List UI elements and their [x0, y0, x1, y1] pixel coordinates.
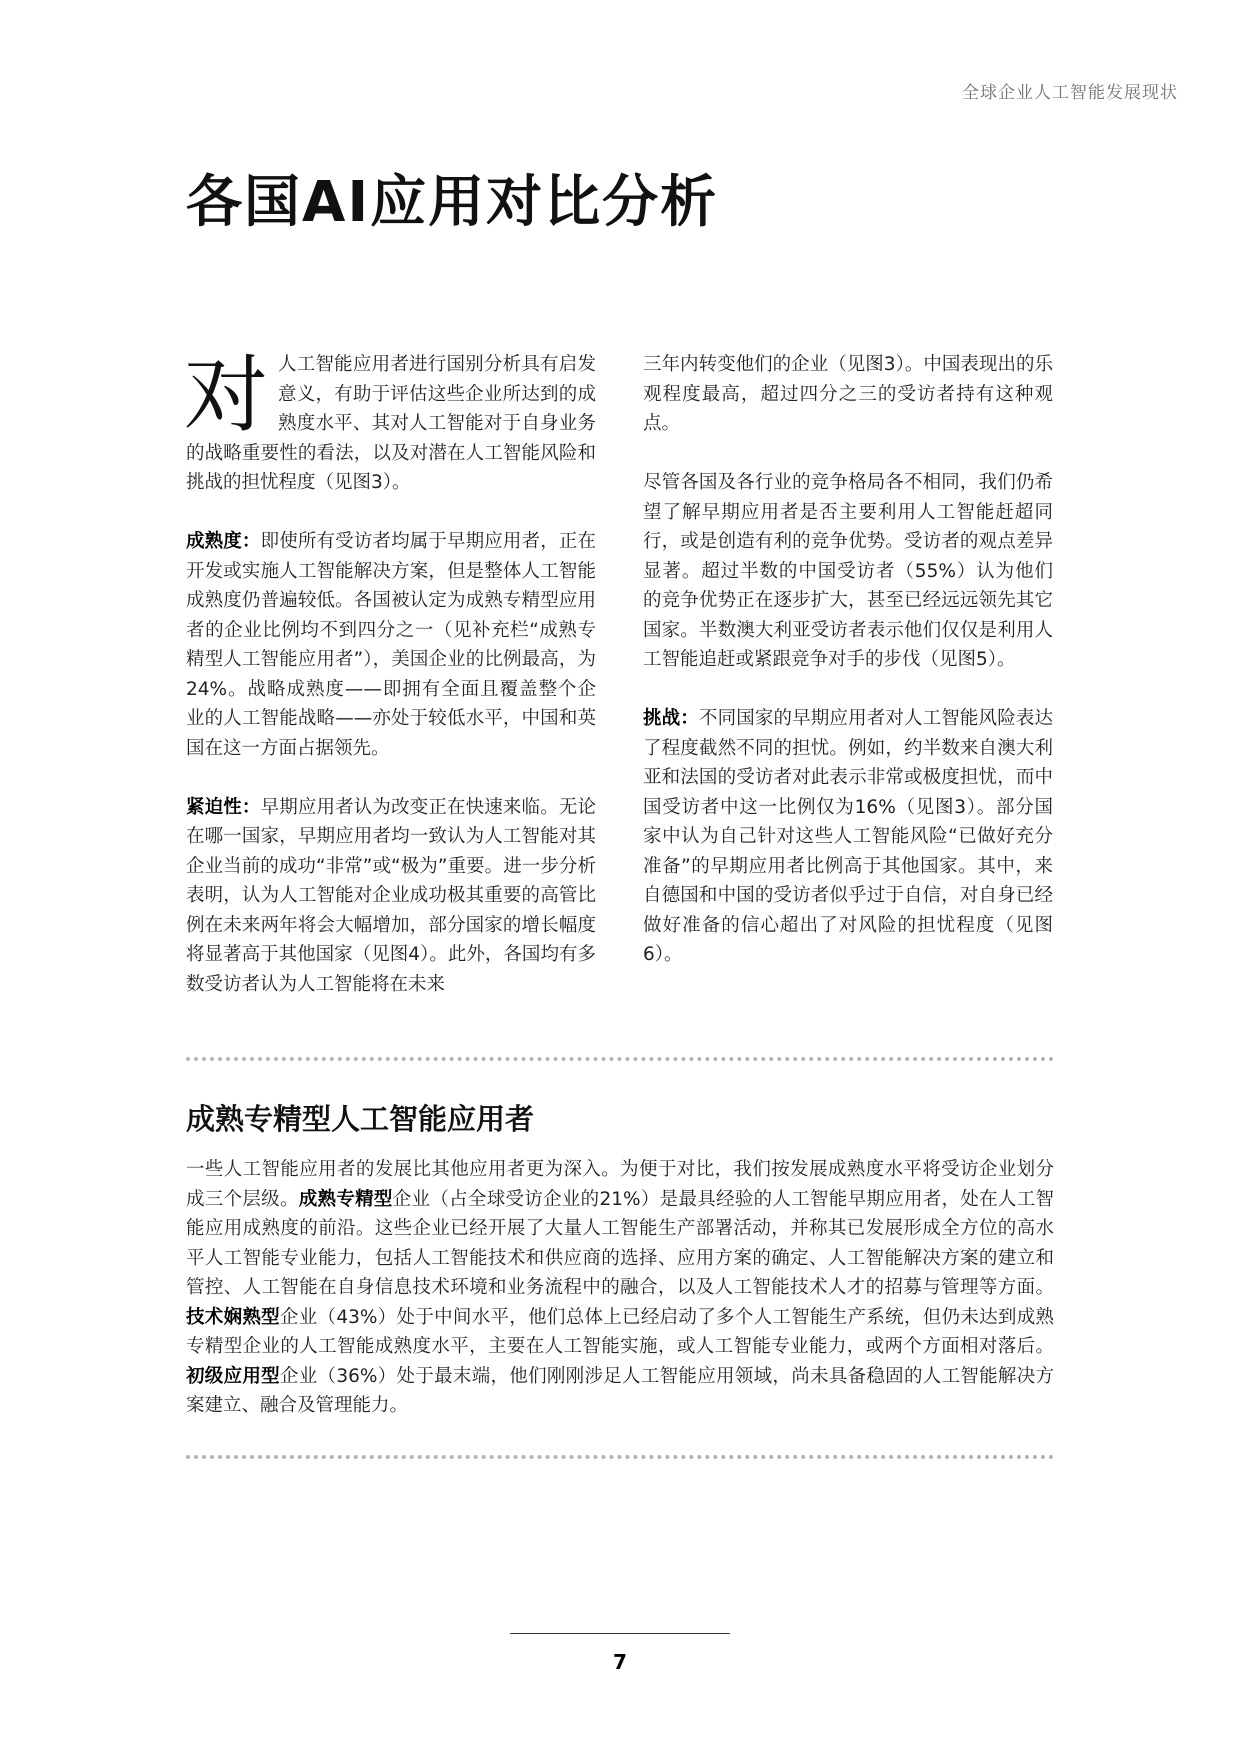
sidebar-text-4: 企业（36%）处于最末端，他们刚刚涉足人工智能应用领域，尚未具备稳固的人工智能解决方案建立、融合及管理能力。 [186, 1365, 1054, 1416]
urgency-label: 紧迫性： [186, 796, 261, 818]
left-column [184, 346, 596, 1029]
intro-text: 人工智能应用者进行国别分析具有启发意义，有助于评估这些企业所达到的成熟度水平、其对人工智能对于自身业务的战略重要性的看法，以及对潜在人工智能风险和挑战的担忧程度（见图3）。 [186, 354, 596, 493]
page-number: 7 [613, 1650, 627, 1674]
dotted-divider-top [186, 1057, 1054, 1061]
competition-paragraph: 尽管各国及各行业的竞争格局各不相同，我们仍希望了解早期应用者是否主要利用人工智能赶超同行，或是创造有利的竞争优势。受访者的观点差异显著。超过半数的中国受访者（55%）认为他们的竞争优势正在逐步扩大，甚至已经远远领先其它国家。半数澳大利亚受访者表示他们仅仅是利用人工智能追赶或紧跟竞争对手的步伐（见图5）。 [643, 472, 1053, 670]
maturity-paragraph [186, 527, 596, 763]
sidebar-term-beginner: 初级应用型 [186, 1365, 280, 1387]
sidebar-body [186, 1155, 1054, 1421]
right-column [643, 350, 1053, 999]
urgency-paragraph [186, 793, 596, 1000]
sidebar-text-1: 一些人工智能应用者的发展比其他应用者更为深入。为便于对比，我们按发展成熟度水平将受访企业划分成三个层级。 [186, 1159, 1054, 1210]
running-header: 全球企业人工智能发展现状 [962, 83, 1178, 103]
sidebar-text-3: 企业（43%）处于中间水平，他们总体上已经启动了多个人工智能生产系统，但仍未达到成熟专精型企业的人工智能成熟度水平，主要在人工智能实施，或人工智能专业能力，或两个方面相对落后。 [186, 1306, 1054, 1357]
sidebar-term-mature: 成熟专精型 [298, 1188, 393, 1210]
challenge-label: 挑战： [643, 708, 699, 729]
challenge-paragraph [643, 704, 1053, 970]
maturity-label: 成熟度： [186, 531, 261, 552]
sidebar-text-2: 企业（占全球受访企业的21%）是最具经验的人工智能早期应用者，处在人工智能应用成熟度的前沿。这些企业已经开展了大量人工智能生产部署活动，并称其已发展形成全方位的高水平人工智能专业能力，包括人工智能技术和供应商的选择、应用方案的确定、人工智能解决方案的建立和管控、人工智能在自身信息技术环境和业务流程中的融合，以及人工智能技术人才的招募与管理等方面。 [186, 1188, 1054, 1298]
optimism-paragraph: 三年内转变他们的企业（见图3）。中国表现出的乐观程度最高，超过四分之三的受访者持有这种观点。 [643, 354, 1053, 434]
urgency-text: 早期应用者认为改变正在快速来临。无论在哪一国家，早期应用者均一致认为人工智能对其企业当前的成功“非常”或“极为”重要。进一步分析表明，认为人工智能对企业成功极其重要的高管比例在未来两年将会大幅增加，部分国家的增长幅度将显著高于其他国家（见图4）。此外，各国均有多数受访者认为人工智能将在未来 [186, 796, 596, 995]
intro-paragraph [184, 346, 596, 498]
drop-cap: 对 [184, 346, 269, 444]
page-title: 各国AI应用对比分析 [186, 170, 719, 235]
footer-rule [510, 1633, 730, 1634]
dotted-divider-bottom [186, 1455, 1054, 1459]
sidebar-title: 成熟专精型人工智能应用者 [186, 1102, 535, 1136]
maturity-text: 即使所有受访者均属于早期应用者，正在开发或实施人工智能解决方案，但是整体人工智能成熟度仍普遍较低。各国被认定为成熟专精型应用者的企业比例均不到四分之一（见补充栏“成熟专精型人工智能应用者”），美国企业的比例最高，为24%。战略成熟度——即拥有全面且覆盖整个企业的人工智能战略——亦处于较低水平，中国和英国在这一方面占据领先。 [186, 531, 596, 759]
sidebar-term-skilled: 技术娴熟型 [186, 1306, 280, 1328]
challenge-text: 不同国家的早期应用者对人工智能风险表达了程度截然不同的担忧。例如，约半数来自澳大利亚和法国的受访者对此表示非常或极度担忧，而中国受访者中这一比例仅为16%（见图3）。部分国家中认为自己针对这些人工智能风险“已做好充分准备”的早期应用者比例高于其他国家。其中，来自德国和中国的受访者似乎过于自信，对自身已经做好准备的信心超出了对风险的担忧程度（见图6）。 [643, 708, 1053, 965]
